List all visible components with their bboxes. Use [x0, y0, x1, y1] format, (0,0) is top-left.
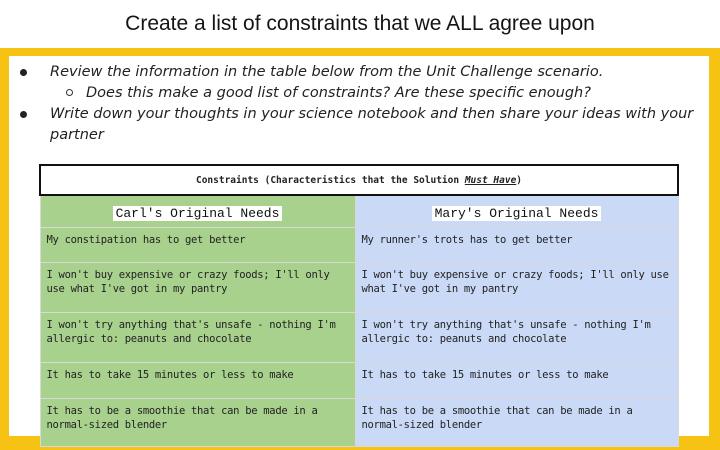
caption-prefix: Constraints (Characteristics that the Solution [195, 174, 465, 186]
table-cell: I won't buy expensive or crazy foods; I'll only use what I've got in my pantry [355, 263, 678, 313]
bullet-dot-icon [20, 69, 27, 76]
table-cell: My constipation has to get better [40, 228, 355, 263]
content-panel [9, 56, 709, 436]
caption-emphasis: Must Have [464, 174, 517, 186]
caption-suffix: ) [516, 174, 523, 186]
table-caption [40, 165, 678, 195]
table-cell: I won't try anything that's unsafe - nothing I'm allergic to: peanuts and chocolate [40, 313, 355, 363]
column-header-mary [355, 195, 678, 228]
constraints-table [39, 164, 679, 447]
bullet-text: Review the information in the table below from the Unit Challenge scenario. [50, 64, 604, 80]
title-bar [0, 0, 720, 48]
table-cell: It has to take 15 minutes or less to make [40, 363, 355, 399]
table-cell: It has to be a smoothie that can be made in a normal-sized blender [40, 399, 355, 447]
table-row [40, 363, 678, 399]
table-row [40, 228, 678, 263]
bullet-list [9, 62, 709, 146]
column-header-carl [40, 195, 355, 228]
table-cell: I won't buy expensive or crazy foods; I'll only use what I've got in my pantry [40, 263, 355, 313]
bullet-item-write [9, 104, 709, 146]
table-cell: I won't try anything that's unsafe - nothing I'm allergic to: peanuts and chocolate [355, 313, 678, 363]
table-row [40, 313, 678, 363]
bullet-subitem-question [9, 83, 709, 104]
bullet-text: Write down your thoughts in your science notebook and then share your ideas with your partner [50, 106, 694, 143]
table-cell: It has to be a smoothie that can be made in a normal-sized blender [355, 399, 678, 447]
column-header-label: Carl's Original Needs [113, 206, 283, 221]
table-row [40, 399, 678, 447]
bullet-dot-icon [20, 111, 27, 118]
table-cell: It has to take 15 minutes or less to make [355, 363, 678, 399]
bullet-ring-icon [66, 89, 73, 96]
column-header-label: Mary's Original Needs [432, 206, 602, 221]
table-row [40, 263, 678, 313]
bullet-item-review [9, 62, 709, 83]
bullet-text: Does this make a good list of constraints? Are these specific enough? [86, 85, 591, 101]
table-cell: My runner's trots has to get better [355, 228, 678, 263]
slide-title: Create a list of constraints that we ALL agree upon [125, 12, 595, 35]
